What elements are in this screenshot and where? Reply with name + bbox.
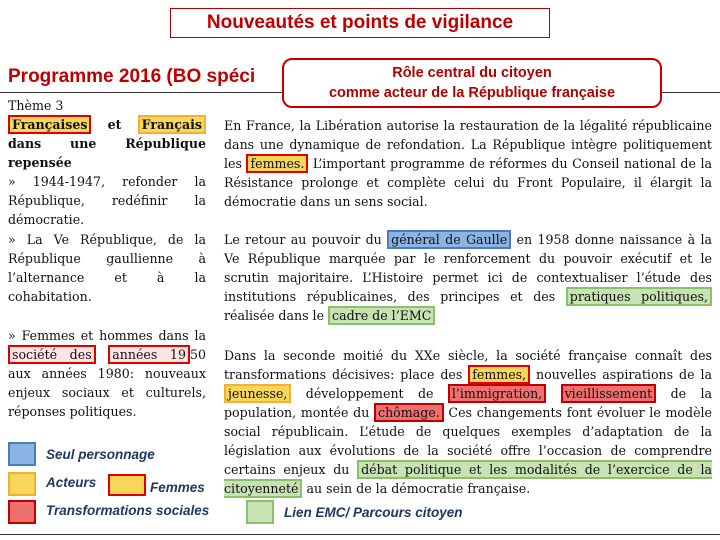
highlight-femmes-1: femmes. [246, 154, 308, 173]
legend-swatch-femmes [108, 474, 146, 496]
callout-line-1: Rôle central du citoyen [392, 65, 552, 81]
theme-heading [8, 115, 206, 172]
slide-title-text: Nouveautés et points de vigilance [206, 12, 514, 33]
row3-text [224, 346, 712, 498]
highlight-francais: Français [138, 115, 206, 134]
row2-text-part3: réalisée dans le [224, 308, 329, 323]
row3-text-part1: Dans la seconde moitié du XXe siècle, la société française connaît des transformations décisives: place des [224, 348, 712, 382]
highlight-chomage: chômage. [374, 403, 444, 422]
legend-transformations: Transformations sociales [46, 503, 210, 518]
callout-line-2: comme acteur de la République française [328, 85, 616, 101]
highlight-de-gaulle: général de Gaulle [387, 230, 511, 249]
highlight-jeunesse: jeunesse, [224, 384, 291, 403]
row3-text-part7: au sein de la démocratie française. [302, 481, 531, 496]
highlight-societe-des: société des [8, 345, 96, 364]
theme-item-1: » 1944-1947, refonder la République, redéfinir la démocratie. [8, 174, 206, 227]
highlight-femmes-2: femmes, [468, 365, 530, 384]
table-bottom-rule [0, 534, 720, 535]
row3-text-part3: développement de [291, 386, 448, 401]
legend-swatch-blue [8, 442, 36, 466]
row3-text-part4 [546, 386, 560, 401]
row1-text [224, 116, 712, 211]
legend-femmes: Femmes [150, 480, 205, 495]
slide-title [170, 8, 550, 38]
legend-swatch-red [8, 500, 36, 524]
legend-emc: Lien EMC/ Parcours citoyen [284, 505, 463, 520]
legend-swatch-green [246, 500, 274, 524]
row2-left: » La Ve République, de la République gaullienne à l’alternance et à la cohabitation. [8, 232, 206, 304]
row3-left-part2 [96, 347, 109, 362]
programme-heading: Programme 2016 (BO spéci [8, 66, 256, 87]
highlight-pratiques: pratiques politiques, [566, 287, 712, 306]
theme-label: Thème 3 [8, 98, 64, 113]
highlight-annees: années 19 [108, 345, 190, 364]
row1-text-part1: En France, la Libération autorise la restauration de la légalité républicaine dans une dynamique de refondation. La République intègre politiquement les [224, 118, 712, 171]
row2-text-part1: Le retour au pouvoir du [224, 232, 388, 247]
legend-seul-personnage: Seul personnage [46, 447, 155, 462]
highlight-immigration: l’immigration, [448, 384, 546, 403]
theme-cell [8, 96, 206, 229]
row3-text-part2: nouvelles aspirations de la [530, 367, 712, 382]
row3-left-part3: 50 aux années 1980: nouveaux enjeux sociaux et culturels, réponses politiques. [8, 347, 206, 419]
highlight-vieillissement: vieillissement [561, 384, 657, 403]
row3-text-part5: de la population, montée du [224, 386, 712, 420]
citizen-callout [282, 58, 662, 108]
legend-acteurs: Acteurs [46, 475, 97, 490]
highlight-emc: cadre de l’EMC [328, 306, 435, 325]
row3-left [8, 326, 206, 421]
highlight-debat: débat politique et les modalités de l’exercice de la citoyenneté [224, 462, 712, 496]
row1-text-part2: L’important programme de réformes du Conseil national de la Résistance prolonge et complète celui du Front Populaire, il élargit la démocratie dans un sens social. [224, 156, 712, 209]
theme-heading-rest: dans une République repensée [8, 136, 206, 170]
row2-text [224, 230, 712, 325]
row3-text-part6: Ces changements font évoluer le modèle social républicain. L’étude de quelques exemples d’adaptation de la législation aux évolutions de la société offre l’occasion de comprendre certains enjeux du [224, 405, 712, 477]
row2-text-part2: en 1958 donne naissance à la Ve République marquée par le renforcement du pouvoir exécutif et le scrutin majoritaire. L’Histoire permet ici de contextualiser l’étude des institutions républicaines, des principes et des [224, 232, 713, 304]
row3-left-part1: » Femmes et hommes dans la [8, 328, 206, 343]
theme-heading-mid: et [91, 117, 138, 132]
legend-swatch-yellow [8, 472, 36, 496]
highlight-francaises: Françaises [8, 115, 91, 134]
